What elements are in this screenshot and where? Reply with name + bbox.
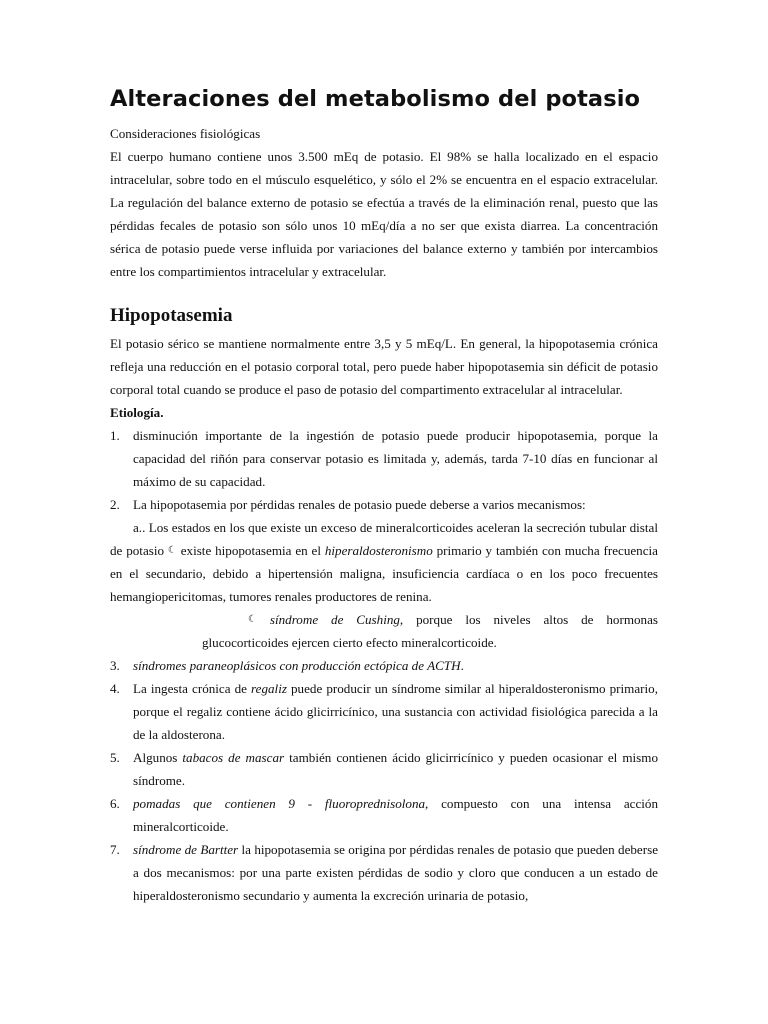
list-item-pre: La ingesta crónica de	[133, 681, 252, 696]
document-content	[110, 84, 658, 907]
list-item-rest: puede producir un síndrome similar al hiperaldosteronismo primario, porque el regaliz contiene ácido glicirricínico, una sustancia con actividad fisiológica parecida a la de la aldosterona.	[133, 681, 658, 742]
list-item-number: 4.	[110, 681, 120, 696]
sub-item-a-text2: existe hipopotasemia en el	[176, 543, 325, 558]
list-item-text	[133, 746, 658, 792]
list-item	[110, 677, 658, 746]
list-item-number: 5.	[110, 750, 120, 765]
list-item-text: disminución importante de la ingestión de potasio puede producir hipopotasemia, porque la capacidad del riñón para conservar potasio es limitada y, además, tarda 7-10 días en funcionar al máximo de su capacidad.	[133, 428, 658, 489]
section-gap	[110, 283, 658, 293]
cushing-italic: síndrome de Cushing	[269, 612, 400, 627]
list-item	[110, 654, 658, 677]
list-item-number: 7.	[110, 842, 120, 857]
document-title: Alteraciones del metabolismo del potasio	[110, 86, 641, 112]
list-item	[110, 424, 658, 493]
list-item-number: 1.	[110, 428, 120, 443]
list-item-text	[133, 654, 658, 677]
list-item-rest: , compuesto con una intensa acción mineralcorticoide.	[133, 796, 659, 834]
list-item-pre: Algunos	[133, 750, 183, 765]
list-item	[110, 838, 658, 907]
list-item-text	[133, 838, 658, 907]
cushing-text: , porque los niveles altos de hormonas glucocorticoides ejercen cierto efecto mineralcorticoide.	[202, 612, 659, 650]
sub-item-a-label: a..	[133, 520, 146, 535]
list-item-italic: regaliz	[251, 681, 287, 696]
list-item-text: La hipopotasemia por pérdidas renales de potasio puede deberse a varios mecanismos:	[133, 497, 586, 512]
list-item	[110, 746, 658, 792]
list-item-number: 3.	[110, 658, 120, 673]
intro-subtitle: Consideraciones fisiológicas	[110, 126, 261, 141]
list-item-text	[133, 792, 658, 838]
list-item-italic: síndrome de Bartter	[133, 842, 239, 857]
moon-symbol-icon: ☾	[248, 614, 257, 625]
intro-paragraph: El cuerpo humano contiene unos 3.500 mEq de potasio. El 98% se halla localizado en el espacio intracelular, sobre todo en el músculo esquelético, y sólo el 2% se encuentra en el espacio extracelular. La regulación del balance externo de potasio se efectúa a través de la eliminación renal, puesto que las pérdidas fecales de potasio son sólo unos 10 mEq/día a no ser que exista diarrea. La concentración sérica de potasio puede verse influida por variaciones del balance externo y también por intercambios entre los compartimientos intracelular y extracelular.	[110, 149, 658, 279]
list-item-number: 6.	[110, 796, 120, 811]
section-paragraph: El potasio sérico se mantiene normalmente entre 3,5 y 5 mEq/L. En general, la hipopotasemia crónica refleja una reducción en el potasio corporal total, pero puede haber hipopotasemia sin déficit de potasio corporal total cuando se produce el paso de potasio del compartimento extracelular al intracelular.	[110, 336, 658, 397]
list-item-italic: pomadas que contienen 9 - fluoroprednisolona	[133, 796, 426, 811]
sub-item-a	[110, 516, 658, 608]
sub-item-a-text1: Los estados en los que existe un exceso de mineralcorticoides aceleran la secreción tubular distal de potasio	[110, 520, 658, 558]
sub-item-a-text3: primario y también con mucha frecuencia en el secundario, debido a hipertensión maligna, insuficiencia cardíaca o en los poco frecuentes hemangiopericitomas, tumores renales productores de renina.	[110, 543, 658, 604]
cushing-note	[110, 608, 658, 654]
list-item-rest: también contienen ácido glicirricínico y pueden ocasionar el mismo síndrome.	[133, 750, 658, 788]
list-item-number: 2.	[110, 497, 120, 512]
sub-item-a-italic: hiperaldosteronismo	[324, 543, 433, 558]
list-item-rest: .	[460, 658, 464, 673]
moon-symbol-icon: ☾	[167, 545, 177, 556]
list-item-rest: la hipopotasemia se origina por pérdidas renales de potasio que pueden deberse a dos mecanismos: por una parte existen pérdidas de sodio y cloro que conducen a un estado de hiperaldosteronismo secundario y aumenta la excreción urinaria de potasio,	[133, 842, 659, 903]
section-heading: Hipopotasemia	[110, 305, 233, 326]
list-item-italic: síndromes paraneoplásicos con producción ectópica de ACTH	[133, 658, 461, 673]
list-item-italic: tabacos de mascar	[182, 750, 285, 765]
list-item	[110, 792, 658, 838]
list-item	[110, 493, 658, 516]
list-item-text	[133, 677, 658, 746]
etiology-label: Etiología.	[110, 405, 164, 420]
